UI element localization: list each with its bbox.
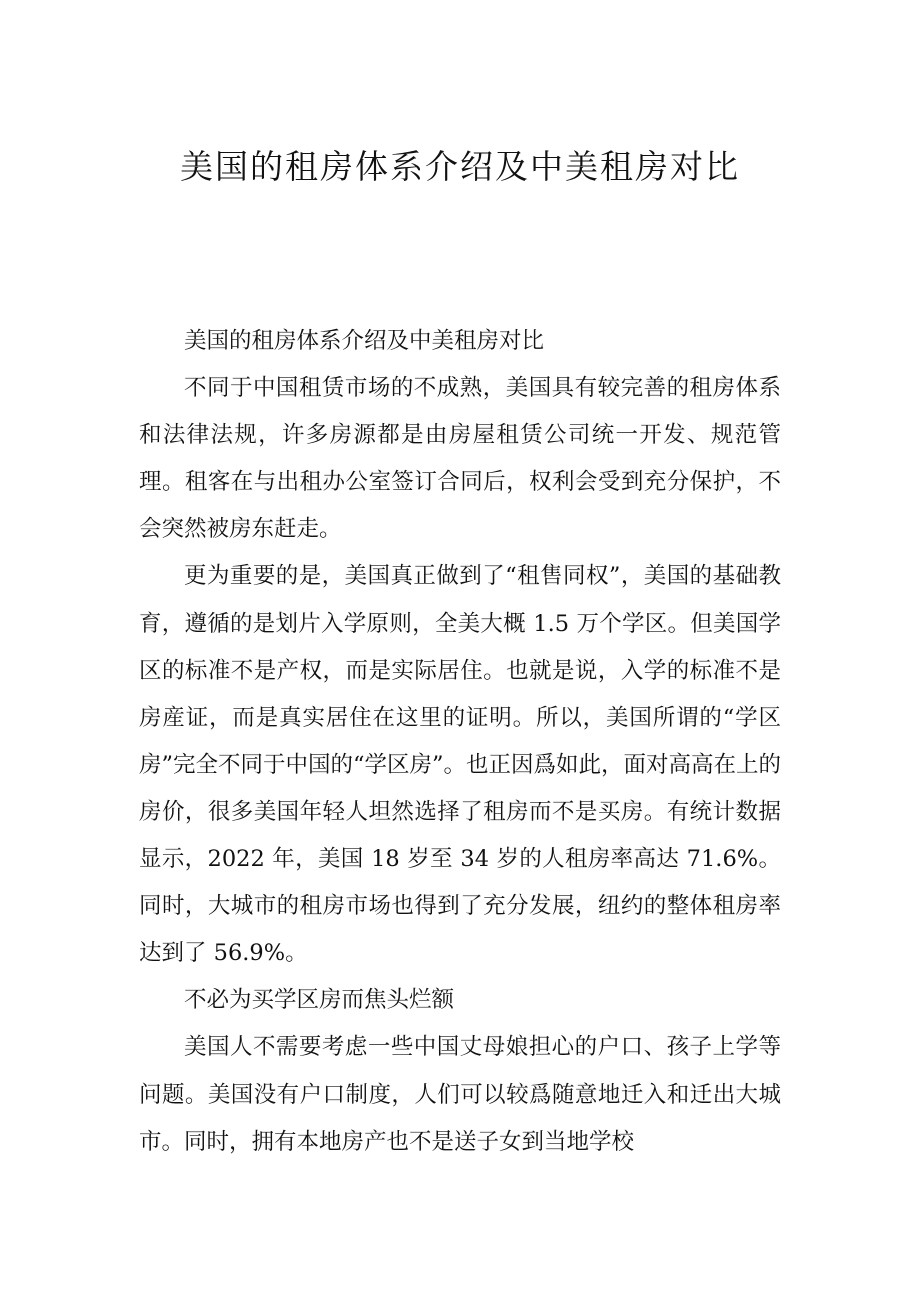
document-body — [139, 318, 781, 1166]
body-paragraph: 更为重要的是，美国真正做到了“租售同权”，美国的基础教育，遵循的是划片入学原则，全美大概 1.5 万个学区。但美国学区的标准不是产权，而是实际居住。也就是说，入学的标准不是房産证，而是真实居住在这里的证明。所以，美国所谓的“学区房”完全不同于中国的“学区房”。也正因爲如此，面对高高在上的房价，很多美国年轻人坦然选择了租房而不是买房。有统计数据显示，2022 年，美国 18 岁至 34 岁的人租房率高达 71.6%。同时，大城市的租房市场也得到了充分发展，纽约的整体租房率达到了 56.9%。 — [139, 563, 782, 967]
body-paragraph: 美国人不需要考虑一些中国丈母娘担心的户口、孩子上学等问题。美国没有户口制度，人们可以较爲随意地迁入和迁出大城市。同时，拥有本地房产也不是送子女到当地学校 — [139, 1034, 781, 1155]
subtitle-paragraph: 美国的租房体系介绍及中美租房对比 — [184, 328, 545, 354]
body-paragraph: 不同于中国租赁市场的不成熟，美国具有较完善的租房体系和法律法规，许多房源都是由房屋租赁公司统一开发、规范管理。租客在与出租办公室签订合同后，权利会受到充分保护，不会突然被房东赶走。 — [139, 375, 781, 543]
section-heading: 不必为买学区房而焦头烂额 — [184, 987, 455, 1014]
document-title: 美国的租房体系介绍及中美租房对比 — [180, 147, 740, 186]
